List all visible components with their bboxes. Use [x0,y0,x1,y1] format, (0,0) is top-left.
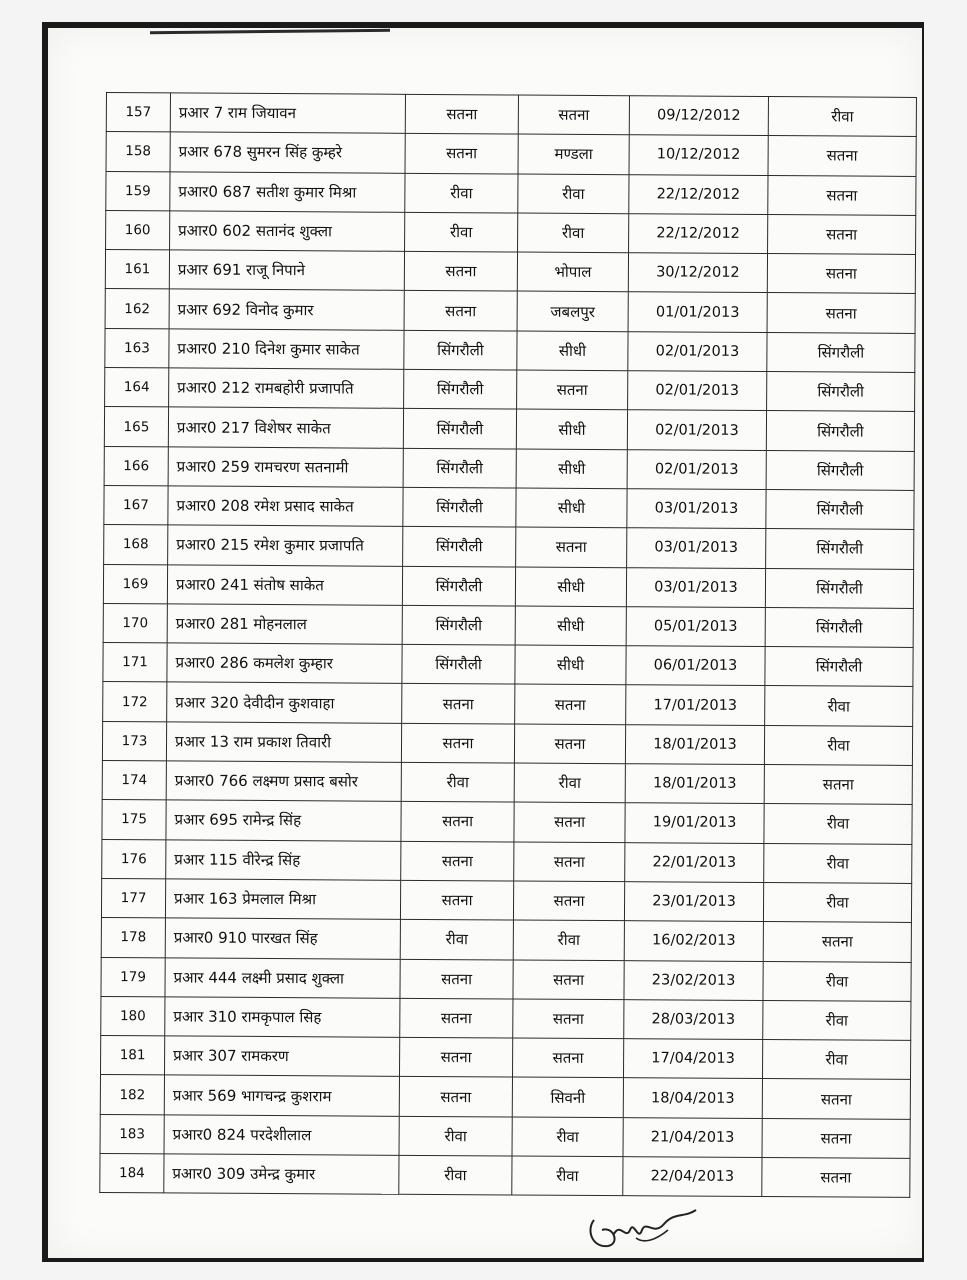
date-cell: 03/01/2013 [627,489,766,529]
name-cell: प्रआर0 259 रामचरण सतनामी [168,447,403,488]
table-row [103,682,913,726]
date-cell: 02/01/2013 [628,371,767,411]
serial-number-cell: 170 [103,603,167,643]
name-cell: प्रआर0 241 संतोष साकेत [167,564,402,605]
serial-number-cell: 168 [104,525,168,565]
district-cell: सिंगरौली [765,568,913,608]
serial-number-cell: 176 [102,839,166,879]
serial-number-cell: 159 [106,171,170,211]
district-cell: सिंगरौली [766,490,914,530]
date-cell: 22/12/2012 [629,174,768,214]
date-cell: 19/01/2013 [625,803,764,843]
posting-place-cell: जबलपुर [517,292,628,332]
date-cell: 18/01/2013 [625,724,764,764]
district-cell: सतना [767,293,915,333]
serial-number-cell: 166 [104,446,168,486]
table-row [103,564,913,608]
date-cell: 02/01/2013 [628,331,767,371]
name-cell: प्रआर0 910 पारखत सिंह [165,918,400,959]
table-row [100,1153,910,1197]
home-district-cell: सतना [404,252,517,292]
home-district-cell: सिंगरौली [404,330,517,370]
posting-place-cell: सतना [518,95,629,135]
home-district-cell: रीवा [399,1116,512,1156]
name-cell: प्रआर 307 रामकरण [164,1036,399,1077]
serial-number-cell: 175 [102,800,166,840]
posting-place-cell: सीधी [515,567,626,607]
posting-place-cell: सीधी [515,645,626,685]
name-cell: प्रआर0 215 रमेश कुमार प्रजापति [168,525,403,566]
district-cell: सिंगरौली [766,450,914,490]
district-cell: सिंगरौली [765,647,913,687]
date-cell: 10/12/2012 [629,135,768,175]
posting-place-cell: सीधी [515,606,626,646]
table-row [104,446,914,490]
serial-number-cell: 173 [102,721,166,761]
district-cell: सतना [767,254,915,294]
posting-place-cell: सीधी [517,331,628,371]
posting-place-cell: सतना [514,802,625,842]
home-district-cell: रीवा [399,1155,512,1195]
home-district-cell: सतना [405,94,518,134]
home-district-cell: सतना [405,134,518,174]
table-row [100,1036,910,1080]
serial-number-cell: 162 [105,289,169,329]
home-district-cell: सतना [401,723,514,763]
name-cell: प्रआर 678 सुमरन सिंह कुम्हरे [170,132,405,173]
table-row [101,918,911,962]
table-row [105,328,915,372]
date-cell: 21/04/2013 [623,1117,762,1157]
home-district-cell: सतना [400,998,513,1038]
personnel-table [99,92,917,1198]
posting-place-cell: मण्डला [518,134,629,174]
date-cell: 02/01/2013 [627,449,766,489]
posting-place-cell: रीवा [514,763,625,803]
name-cell: प्रआर 13 राम प्रकाश तिवारी [166,722,401,763]
posting-place-cell: सतना [516,527,627,567]
serial-number-cell: 177 [101,878,165,918]
district-cell: रीवा [763,882,911,922]
date-cell: 03/01/2013 [626,567,765,607]
name-cell: प्रआर 692 विनोद कुमार [169,289,404,330]
home-district-cell: रीवा [400,920,513,960]
district-cell: रीवा [763,1000,911,1040]
serial-number-cell: 172 [103,682,167,722]
serial-number-cell: 182 [100,1075,164,1115]
posting-place-cell: रीवा [512,1156,623,1196]
name-cell: प्रआर 115 वीरेन्द्र सिंह [166,840,401,881]
name-cell: प्रआर0 766 लक्ष्मण प्रसाद बसोर [166,761,401,802]
home-district-cell: सतना [399,1077,512,1117]
table-row [101,878,911,922]
district-cell: रीवा [764,725,912,765]
table-row [105,289,915,333]
signature-mark [584,1200,704,1256]
serial-number-cell: 181 [100,1036,164,1076]
table-row [106,132,916,176]
home-district-cell: सिंगरौली [402,644,515,684]
serial-number-cell: 163 [105,328,169,368]
date-cell: 09/12/2012 [629,96,768,136]
home-district-cell: सतना [400,959,513,999]
date-cell: 17/04/2013 [623,1039,762,1079]
home-district-cell: रीवा [405,212,518,252]
date-cell: 30/12/2012 [628,253,767,293]
district-cell: रीवा [765,686,913,726]
district-cell: सिंगरौली [767,332,915,372]
table-row [101,957,911,1001]
personnel-table-body [100,93,917,1198]
table-row [102,761,912,805]
table-row [103,603,913,647]
name-cell: प्रआर0 309 उमेन्द्र कुमार [164,1154,399,1195]
table-row [106,210,916,254]
table-row [106,93,916,137]
home-district-cell: रीवा [401,762,514,802]
serial-number-cell: 160 [106,210,170,250]
name-cell: प्रआर 695 रामेन्द्र सिंह [166,800,401,841]
name-cell: प्रआर 163 प्रेमलाल मिश्रा [165,879,400,920]
district-cell: रीवा [768,97,916,137]
home-district-cell: सतना [400,880,513,920]
serial-number-cell: 158 [106,132,170,172]
home-district-cell: सिंगरौली [403,448,516,488]
table-row [105,368,915,412]
name-cell: प्रआर0 824 परदेशीलाल [164,1115,399,1156]
district-cell: सतना [763,922,911,962]
home-district-cell: सिंगरौली [403,487,516,527]
serial-number-cell: 184 [100,1153,164,1193]
district-cell: सतना [768,175,916,215]
table-row [102,839,912,883]
posting-place-cell: रीवा [518,174,629,214]
posting-place-cell: सीधी [516,488,627,528]
district-cell: सतना [768,214,916,254]
home-district-cell: सिंगरौली [404,369,517,409]
date-cell: 23/02/2013 [624,960,763,1000]
home-district-cell: सतना [401,841,514,881]
district-cell: रीवा [764,804,912,844]
name-cell: प्रआर0 217 विशेषर साकेत [168,407,403,448]
table-row [104,407,914,451]
date-cell: 23/01/2013 [624,882,763,922]
personnel-table-container [99,92,882,1198]
home-district-cell: सतना [399,1037,512,1077]
name-cell: प्रआर 310 रामकृपाल सिह [165,997,400,1038]
table-row [102,721,912,765]
posting-place-cell: सिवनी [512,1077,623,1117]
home-district-cell: सिंगरौली [402,605,515,645]
date-cell: 16/02/2013 [624,921,763,961]
district-cell: सिंगरौली [767,372,915,412]
serial-number-cell: 183 [100,1114,164,1154]
serial-number-cell: 157 [106,93,170,133]
district-cell: रीवा [763,961,911,1001]
district-cell: रीवा [764,843,912,883]
date-cell: 02/01/2013 [627,410,766,450]
date-cell: 03/01/2013 [627,528,766,568]
serial-number-cell: 180 [101,996,165,1036]
home-district-cell: रीवा [405,173,518,213]
name-cell: प्रआर0 208 रमेश प्रसाद साकेत [168,486,403,527]
date-cell: 22/01/2013 [625,842,764,882]
date-cell: 22/04/2013 [623,1157,762,1197]
posting-place-cell: सतना [514,842,625,882]
serial-number-cell: 165 [104,407,168,447]
serial-number-cell: 171 [103,643,167,683]
posting-place-cell: सतना [513,881,624,921]
district-cell: सिंगरौली [766,529,914,569]
district-cell: सतना [768,136,916,176]
serial-number-cell: 167 [104,485,168,525]
posting-place-cell: रीवा [512,1117,623,1157]
home-district-cell: सतना [402,684,515,724]
posting-place-cell: सतना [513,960,624,1000]
home-district-cell: सतना [404,291,517,331]
district-cell: सतना [764,765,912,805]
table-row [103,643,913,687]
district-cell: सतना [762,1118,910,1158]
serial-number-cell: 174 [102,761,166,801]
date-cell: 01/01/2013 [628,292,767,332]
name-cell: प्रआर 691 राजू निपाने [169,250,404,291]
district-cell: सतना [762,1158,910,1198]
posting-place-cell: सतना [517,370,628,410]
date-cell: 17/01/2013 [626,685,765,725]
table-row [100,1075,910,1119]
table-row [104,525,914,569]
serial-number-cell: 161 [105,250,169,290]
posting-place-cell: सतना [512,1038,623,1078]
name-cell: प्रआर0 210 दिनेश कुमार साकेत [169,329,404,370]
posting-place-cell: सीधी [516,409,627,449]
date-cell: 18/01/2013 [625,764,764,804]
name-cell: प्रआर 7 राम जियावन [170,93,405,134]
home-district-cell: सिंगरौली [403,409,516,449]
name-cell: प्रआर0 687 सतीश कुमार मिश्रा [170,171,405,212]
table-row [102,800,912,844]
serial-number-cell: 164 [105,368,169,408]
date-cell: 06/01/2013 [626,646,765,686]
district-cell: सिंगरौली [765,607,913,647]
serial-number-cell: 178 [101,918,165,958]
name-cell: प्रआर0 602 सतानंद शुक्ला [170,211,405,252]
district-cell: रीवा [762,1040,910,1080]
serial-number-cell: 169 [103,564,167,604]
table-row [101,996,911,1040]
date-cell: 05/01/2013 [626,607,765,647]
table-row [105,250,915,294]
home-district-cell: सिंगरौली [402,566,515,606]
posting-place-cell: सतना [513,999,624,1039]
district-cell: सतना [762,1079,910,1119]
posting-place-cell: सतना [514,724,625,764]
date-cell: 28/03/2013 [624,1000,763,1040]
name-cell: प्रआर 320 देवीदीन कुशवाहा [167,682,402,723]
date-cell: 22/12/2012 [629,214,768,254]
posting-place-cell: सीधी [516,449,627,489]
name-cell: प्रआर0 286 कमलेश कुम्हार [167,643,402,684]
name-cell: प्रआर 444 लक्ष्मी प्रसाद शुक्ला [165,957,400,998]
table-row [106,171,916,215]
home-district-cell: सतना [401,802,514,842]
district-cell: सिंगरौली [766,411,914,451]
posting-place-cell: सतना [515,684,626,724]
name-cell: प्रआर 569 भागचन्द्र कुशराम [164,1075,399,1116]
posting-place-cell: रीवा [513,920,624,960]
posting-place-cell: भोपाल [517,252,628,292]
table-row [104,485,914,529]
posting-place-cell: रीवा [518,213,629,253]
name-cell: प्रआर0 212 रामबहोरी प्रजापति [169,368,404,409]
serial-number-cell: 179 [101,957,165,997]
date-cell: 18/04/2013 [623,1078,762,1118]
table-row [100,1114,910,1158]
home-district-cell: सिंगरौली [403,527,516,567]
name-cell: प्रआर0 281 मोहनलाल [167,604,402,645]
